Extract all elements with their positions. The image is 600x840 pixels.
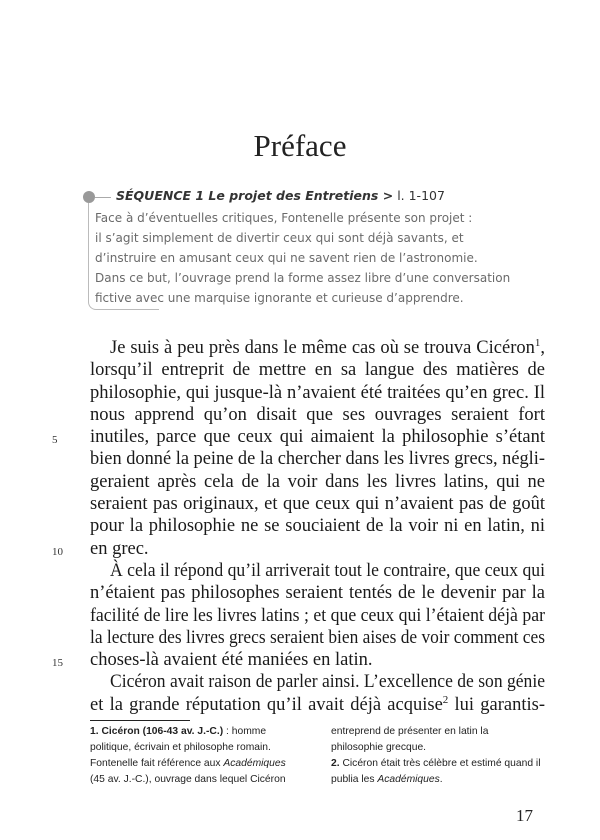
main-text bbox=[52, 336, 545, 716]
sequence-range: l. 1-107 bbox=[397, 188, 445, 203]
text-line: n’étaient pas philosophes seraient tentés de le devenir par la bbox=[90, 583, 545, 604]
text-line: philosophie, qui jusque-là n’avaient été traitées qu’en grec. Il bbox=[90, 382, 545, 403]
footnotes bbox=[90, 724, 542, 788]
footnote-ref: 1 bbox=[534, 336, 541, 349]
sequence-summary bbox=[95, 208, 525, 308]
text-line: 5 inutiles, parce que ceux qui aimaient la philosophie s’étant bbox=[90, 426, 545, 448]
line-number: 15 bbox=[52, 657, 63, 670]
text-line: pour la philosophie ne se souciaient de la voir ni en latin, ni bbox=[90, 516, 545, 537]
text-line: 15 choses-là avaient été maniées en latin. bbox=[90, 649, 545, 671]
summary-line: d’instruire en amusant ceux qui ne savent rien de l’astronomie. bbox=[95, 251, 478, 265]
text-line: geraient après cela de la voir dans les livres latins, qui ne bbox=[90, 471, 545, 492]
summary-line: Face à d’éventuelles critiques, Fontenelle présente son projet : bbox=[95, 211, 473, 225]
text-line: Je suis à peu près dans le même cas où se trouva Cicéron$^1$, bbox=[110, 336, 545, 358]
line-number: 5 bbox=[52, 434, 58, 447]
footnote-ref: 2 bbox=[442, 693, 449, 706]
page-number: 17 bbox=[516, 806, 533, 825]
text-line: la lecture des livres grecs seraient bien aises de voir comment ces bbox=[90, 627, 545, 648]
line-number: 10 bbox=[52, 545, 63, 558]
text-line: seraient pas originaux, et que ceux qui n’avaient pas de goût bbox=[90, 494, 545, 515]
text-line: À cela il répond qu’il arriverait tout le contraire, que ceux qui bbox=[110, 560, 545, 581]
summary-line: fictive avec une marquise ignorante et curieuse d’apprendre. bbox=[95, 291, 464, 305]
text-line: facilité de lire les livres latins ; et que ceux qui l’étaient déjà par bbox=[90, 605, 545, 626]
footnote-rule bbox=[90, 720, 190, 721]
page-title: Préface bbox=[253, 128, 347, 163]
text-line: et la grande réputation qu’il avait déjà acquise$^2$ lui garantis- bbox=[90, 693, 545, 715]
summary-line: il s’agit simplement de divertir ceux qui sont déjà savants, et bbox=[95, 231, 464, 245]
divider bbox=[95, 197, 111, 198]
text-line: 10 en grec. bbox=[90, 538, 545, 560]
footnote-1: 1. Cicéron (106-43 av. J.-C.) : homme politique, écrivain et philosophe romain. Fontenelle fait référence aux Académiques (45 av. J.-C.), ouvrage dans lequel Cicéron entreprend de présenter en latin la philosophie grecque. bbox=[90, 726, 489, 785]
sequence-label: SÉQUENCE 1 Le projet des Entretiens > bbox=[116, 188, 394, 203]
summary-line: Dans ce but, l’ouvrage prend la forme assez libre d’une conversation bbox=[95, 271, 511, 285]
bullet-icon bbox=[83, 191, 95, 203]
sequence-header bbox=[116, 188, 445, 203]
text-line: lorsqu’il entreprit de mettre en sa langue des matières de bbox=[90, 360, 545, 381]
footnote-2: 2. Cicéron était très célèbre et estimé quand il publia les Académiques. bbox=[331, 758, 541, 785]
text-line: bien donné la peine de la chercher dans les livres grecs, négli- bbox=[90, 449, 545, 470]
text-line: Cicéron avait raison de parler ainsi. L’excellence de son génie bbox=[110, 672, 545, 693]
text-line: nous apprend qu’on disait que ses ouvrages seraient fort bbox=[90, 404, 545, 425]
